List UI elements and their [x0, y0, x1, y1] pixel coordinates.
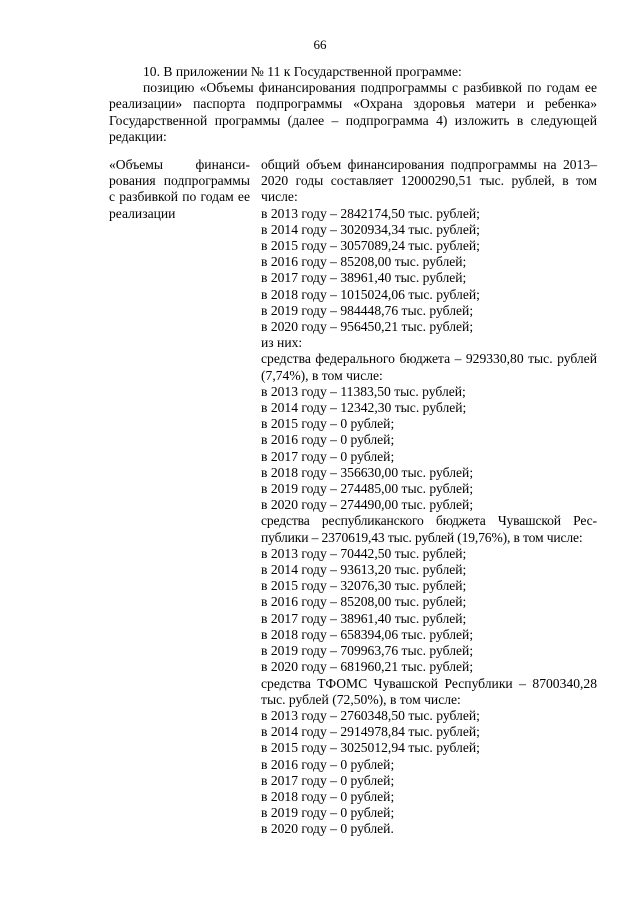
year-line: в 2015 году – 32076,30 тыс. рублей;: [261, 578, 467, 594]
table-left-label: «Объемы финансирования подпрограммы с разбивкой по годам ее реализации: [109, 157, 250, 221]
tfoms-funding-text: средства ТФОМС Чувашской Республики – 8700340,28 тыс. рублей (72,50%), в том числе:: [261, 675, 597, 707]
table-right-content: [261, 157, 597, 838]
year-line: в 2016 году – 85208,00 тыс. рублей;: [261, 254, 467, 270]
of-them-label: из них:: [261, 335, 303, 351]
year-line: в 2019 году – 0 рублей;: [261, 805, 395, 821]
intro-instruction: позицию «Объемы финансирования подпрограммы с разбивкой по годам ее реализации» паспорта подпрограммы «Охрана здоровья матери и ребенка» Государственной программы (далее – подпрограмма 4) изложить в следующей редакции:: [109, 80, 597, 144]
year-line: в 2016 году – 0 рублей;: [261, 756, 395, 772]
year-line: в 2015 году – 0 рублей;: [261, 416, 395, 432]
year-line: в 2014 году – 2914978,84 тыс. рублей;: [261, 724, 480, 740]
year-line: в 2019 году – 984448,76 тыс. рублей;: [261, 302, 474, 318]
republican-funding-text: средства республиканского бюджета Чувашской Республики – 2370619,43 тыс. рублей (19,76%), в том числе:: [261, 513, 597, 545]
year-line: в 2014 году – 93613,20 тыс. рублей;: [261, 562, 467, 578]
year-line: в 2013 году – 70442,50 тыс. рублей;: [261, 545, 467, 561]
year-line: в 2020 году – 681960,21 тыс. рублей;: [261, 659, 474, 675]
year-line: в 2018 году – 356630,00 тыс. рублей;: [261, 464, 474, 480]
intro-block: [109, 64, 597, 145]
year-line: в 2018 году – 0 рублей;: [261, 788, 395, 804]
total-funding-text: общий объем финансирования подпрограммы на 2013–2020 годы составляет 12000290,51 тыс. рублей, в том числе:: [261, 157, 597, 205]
year-line: в 2013 году – 2842174,50 тыс. рублей;: [261, 205, 480, 221]
year-line: в 2013 году – 2760348,50 тыс. рублей;: [261, 707, 480, 723]
year-line: в 2020 году – 956450,21 тыс. рублей;: [261, 319, 474, 335]
year-line: в 2017 году – 38961,40 тыс. рублей;: [261, 610, 467, 626]
year-line: в 2019 году – 274485,00 тыс. рублей;: [261, 481, 474, 497]
total-years-list: [261, 206, 597, 336]
year-line: в 2016 году – 0 рублей;: [261, 432, 395, 448]
year-line: в 2015 году – 3025012,94 тыс. рублей;: [261, 740, 480, 756]
year-line: в 2016 году – 85208,00 тыс. рублей;: [261, 594, 467, 610]
intro-item: 10. В приложении № 11 к Государственной программе:: [143, 64, 462, 79]
page-number: 66: [313, 37, 327, 52]
tfoms-years-list: [261, 708, 597, 838]
year-line: в 2014 году – 12342,30 тыс. рублей;: [261, 400, 467, 416]
year-line: в 2018 году – 658394,06 тыс. рублей;: [261, 626, 474, 642]
year-line: в 2013 году – 11383,50 тыс. рублей;: [261, 383, 466, 399]
year-line: в 2017 году – 0 рублей;: [261, 772, 395, 788]
year-line: в 2020 году – 274490,00 тыс. рублей;: [261, 497, 474, 513]
year-line: в 2017 году – 38961,40 тыс. рублей;: [261, 270, 467, 286]
year-line: в 2018 году – 1015024,06 тыс. рублей;: [261, 286, 480, 302]
federal-funding-text: средства федерального бюджета – 929330,80 тыс. рублей (7,74%), в том числе:: [261, 351, 597, 383]
year-line: в 2020 году – 0 рублей.: [261, 821, 394, 837]
year-line: в 2015 году – 3057089,24 тыс. рублей;: [261, 238, 480, 254]
federal-years-list: [261, 384, 597, 514]
year-line: в 2014 году – 3020934,34 тыс. рублей;: [261, 221, 480, 237]
year-line: в 2019 году – 709963,76 тыс. рублей;: [261, 643, 474, 659]
year-line: в 2017 году – 0 рублей;: [261, 448, 395, 464]
republican-years-list: [261, 546, 597, 676]
